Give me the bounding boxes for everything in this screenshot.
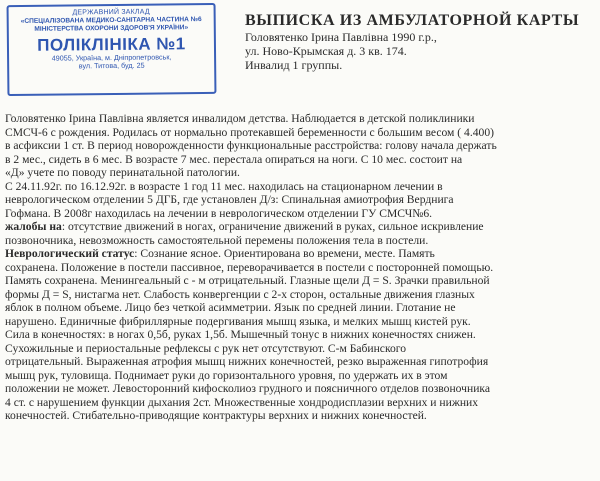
neuro-line: нарушено. Единичные фибриллярные подергивания мышц языка, и мелких мышц кистей рук. [5, 314, 471, 328]
document-header [245, 12, 595, 72]
stamp-line-1: ДЕРЖАВНИЙ ЗАКЛАД [72, 8, 150, 17]
stamp-line-3: МІНІСТЕРСТВА ОХОРОНИ ЗДОРОВ'Я УКРАЇНИ» [34, 24, 189, 33]
body-line: Головятенко Ірина Павлівна является инвалидом детства. Наблюдается в детской поликлиники [5, 112, 475, 125]
complaints-line: позвоночника, невозможность самостоятельной перемены положения тела в постели. [5, 233, 429, 247]
stamp-line-2: «СПЕЦІАЛІЗОВАНА МЕДИКО-САНІТАРНА ЧАСТИНА №6 [20, 16, 202, 25]
stamp-address-2: вул. Титова, буд. 25 [78, 60, 145, 71]
neuro-line: Память сохранена. Менингеальный с - м отрицательный. Глазные щели Д = S. Зрачки правильной [5, 274, 490, 287]
body-line: «Д» учете по поводу перинатальной патологии. [5, 166, 240, 179]
neuro-line: мышц рук, туловища. Поднимает руки до горизонтального уровня, по удержать их в этом [5, 368, 448, 382]
neuro-line: конечностей. Стибательно-приводящие контрактуры верхних и нижних конечностей. [5, 409, 427, 422]
complaints-text: : отсутствие движений в ногах, ограничение движений в руках, сильное искривление [61, 220, 484, 233]
neuro-line: отрицательный. Выраженная атрофия мышц нижних конечностей, резко выраженная гипотрофия [5, 355, 489, 368]
neuro-line: положении не может. Левосторонний кифосколиоз грудного и поясничного отделов позвоночника [5, 382, 491, 395]
neuro-line: Сухожильные и периостальные рефлексы с рук нет отсутствуют. С-м Бабинского [5, 341, 407, 355]
body-line: в 2 мес., сидеть в 6 мес. В возрасте 7 мес. перестала опираться на ноги. С 10 мес. состоит на [5, 152, 463, 166]
body-line: неврологическом отделении 5 ДГБ, где установлен Д/з: Спинальная амиотрофия Верднига [5, 193, 454, 206]
patient-address-line: ул. Ново-Крымская д. 3 кв. 174. [245, 44, 407, 58]
body-line: в асфиксии 1 ст. В период новорожденности функциональные расстройства: голову начала держать [5, 139, 497, 152]
neuro-status-line [5, 247, 595, 261]
neuro-line: 4 ст. с нарушением функции дыхания 2ст. Множественные хондродисплазии верхних и нижних [5, 395, 479, 409]
neuro-line: сохранена. Положение в постели пассивное, переворачивается в постели с посторонней помощью. [5, 260, 494, 274]
body-line: С 24.11.92г. по 16.12.92г. в возрасте 1 год 11 мес. находилась на стационарном лечении в [5, 179, 443, 193]
complaints-line [5, 220, 595, 234]
document-title: ВЫПИСКА ИЗ АМБУЛАТОРНОЙ КАРТЫ [245, 12, 580, 29]
neuro-line: формы Д = S, нистагма нет. Слабость конвергенции с 2-х сторон, остальные движения глазных [5, 287, 475, 301]
stamp-address-1: 49055, Україна, м. Дніпропетровськ, [51, 52, 172, 63]
neuro-status-text: : Сознание ясное. Ориентирована во времени, месте. Память [134, 247, 435, 260]
complaints-label: жалобы на [5, 220, 62, 233]
stamp-clinic-name: ПОЛІКЛІНІКА №1 [37, 34, 186, 55]
neuro-line: яблок в полном объеме. Лицо без четкой асимметрии. Язык по средней линии. Глотание не [5, 301, 456, 314]
body-line: Гофмана. В 2008г находилась на лечении в неврологическом отделении ГУ СМСЧ№6. [5, 206, 433, 220]
neuro-line: Сила в конечностях: в ногах 0,5б, руках 1,5б. Мышечный тонус в нижних конечностях снижен. [5, 328, 476, 341]
neuro-status-label: Неврологический статус [5, 247, 135, 260]
patient-name-line: Головятенко Ірина Павлівна 1990 г.р., [245, 30, 437, 44]
document-body [5, 112, 595, 423]
body-line: СМСЧ-6 с рождения. Родилась от нормально протекавшей беременности с большим весом ( 4.400) [5, 125, 494, 139]
clinic-stamp [7, 3, 217, 96]
disability-line: Инвалид 1 группы. [245, 58, 343, 72]
